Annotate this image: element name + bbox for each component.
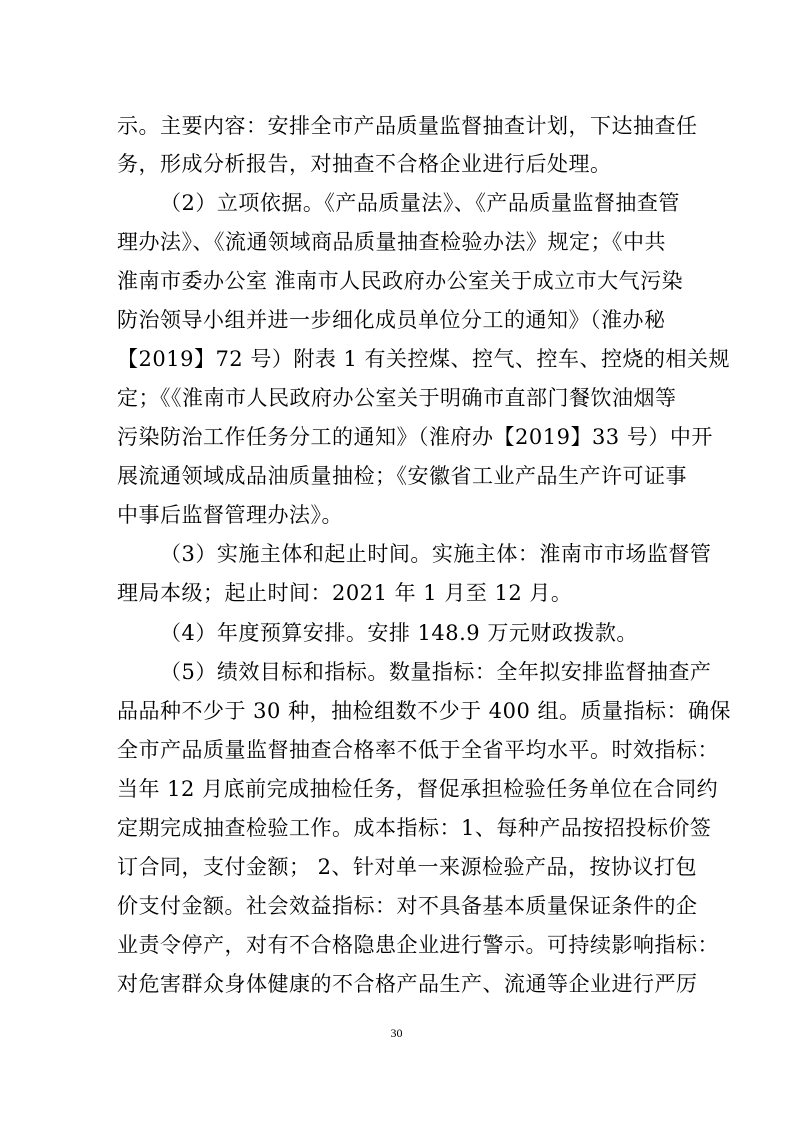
paragraph-line: 务，形成分析报告，对抽查不合格企业进行后处理。 xyxy=(117,152,612,176)
paragraph-line: （3）实施主体和起止时间。实施主体：淮南市市场监督管 xyxy=(160,542,712,566)
paragraph-line: 定期完成抽查检验工作。成本指标：1、每种产品按招投标价签 xyxy=(117,816,712,840)
paragraph-line: 订合同，支付金额； 2、针对单一来源检验产品，按协议打包 xyxy=(117,855,698,879)
paragraph-line: 【2019】72 号）附表 1 有关控煤、控气、控车、控烧的相关规 xyxy=(117,347,731,371)
paragraph-line: 污染防治工作任务分工的通知》（淮府办【2019】33 号）中开 xyxy=(117,425,713,449)
page-number: 30 xyxy=(390,1026,403,1040)
paragraph-line: 防治领导小组并进一步细化成员单位分工的通知》（淮办秘 xyxy=(117,308,666,332)
paragraph-line: （2）立项依据。《产品质量法》、《产品质量监督抽查管 xyxy=(160,191,680,215)
paragraph-line: （5）绩效目标和指标。数量指标：全年拟安排监督抽查产 xyxy=(160,660,712,684)
paragraph-line: （4）年度预算安排。安排 148.9 万元财政拨款。 xyxy=(160,621,638,645)
paragraph-line: 示。主要内容：安排全市产品质量监督抽查计划，下达抽查任 xyxy=(117,114,698,138)
paragraph-line: 展流通领域成品油质量抽检；《安徽省工业产品生产许可证事 xyxy=(117,464,687,488)
paragraph-line: 中事后监督管理办法》。 xyxy=(117,503,343,527)
paragraph-line: 当年 12 月底前完成抽检任务，督促承担检验任务单位在合同约 xyxy=(117,777,719,801)
paragraph-line: 定；《《淮南市人民政府办公室关于明确市直部门餐饮油烟等 xyxy=(117,386,677,410)
paragraph-line: 业责令停产，对有不合格隐患企业进行警示。可持续影响指标： xyxy=(117,933,719,957)
paragraph-line: 对危害群众身体健康的不合格产品生产、流通等企业进行严厉 xyxy=(117,972,698,996)
paragraph-line: 理办法》、《流通领域商品质量抽查检验办法》规定；《中共 xyxy=(117,230,666,254)
paragraph-line: 全市产品质量监督抽查合格率不低于全省平均水平。时效指标： xyxy=(117,738,719,762)
paragraph-line: 价支付金额。社会效益指标：对不具备基本质量保证条件的企 xyxy=(117,894,698,918)
paragraph-line: 理局本级；起止时间：2021 年 1 月至 12 月。 xyxy=(117,581,573,605)
paragraph-line: 淮南市委办公室 淮南市人民政府办公室关于成立市大气污染 xyxy=(117,269,684,293)
paragraph-line: 品品种不少于 30 种，抽检组数不少于 400 组。质量指标：确保 xyxy=(117,699,732,723)
